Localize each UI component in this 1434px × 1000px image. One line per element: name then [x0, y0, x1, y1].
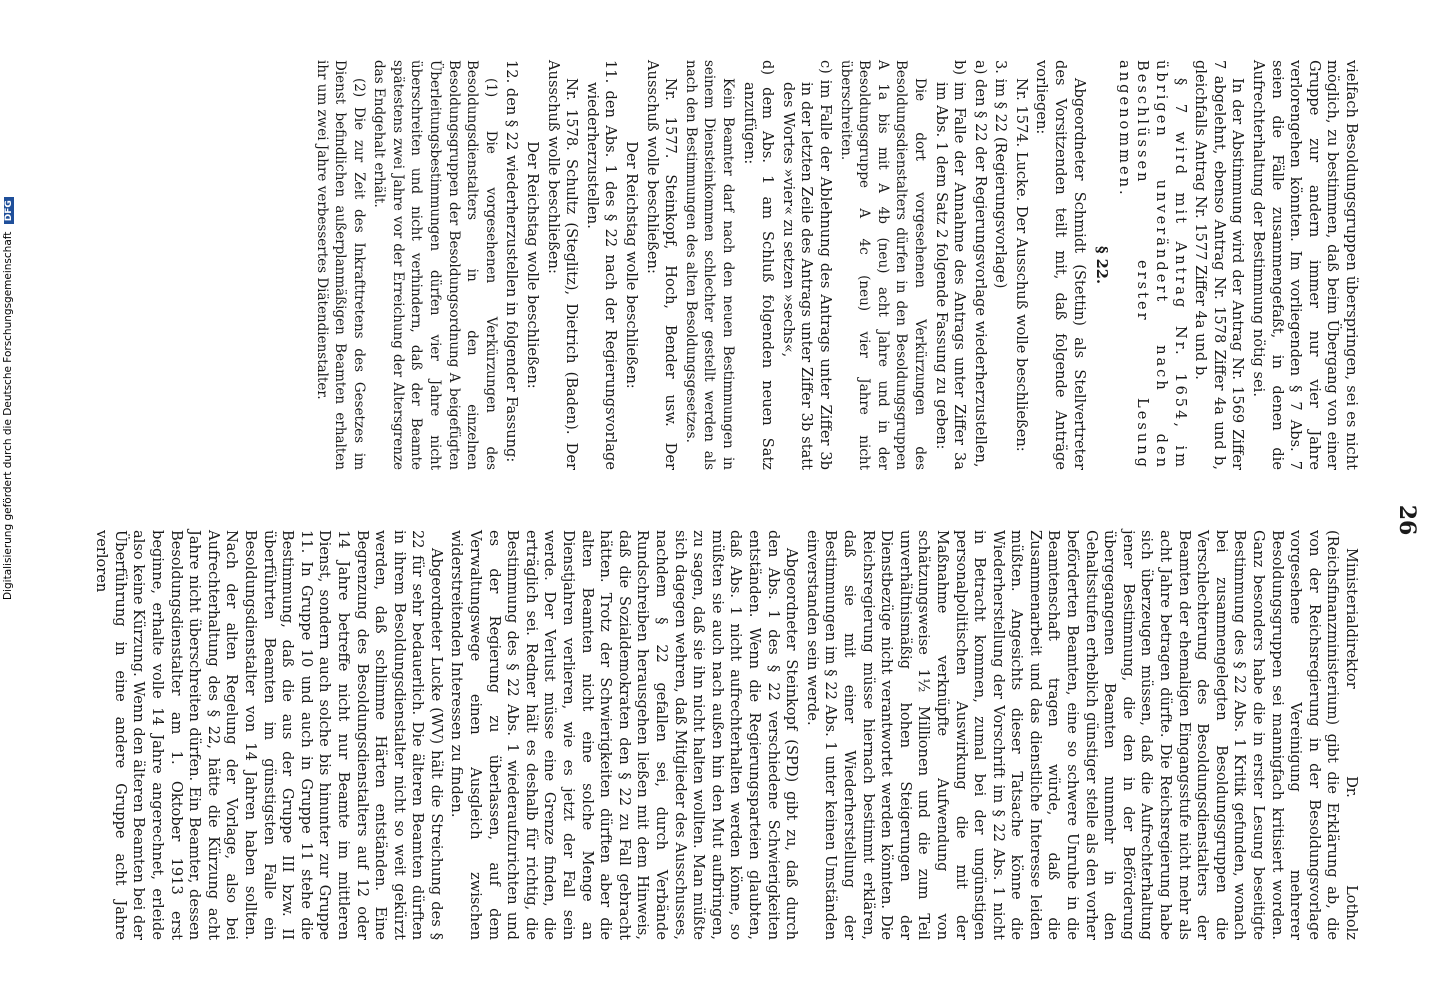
left-column: [310, 60, 1360, 470]
left-column-paragraph: Nr. 1574. Lucke. Der Ausschuß wolle beschließen:: [1012, 78, 1030, 452]
left-column-paragraph: 3. im § 22 (Regierungsvorlage): [992, 60, 1010, 289]
left-column-paragraph: b) im Falle der Annahme des Antrags unter Ziffer 3a im Abs. 1 dem Satz 2 folgende Fassung zu geben:: [932, 60, 969, 470]
right-column-paragraph: Abgeordneter Steinkopf (SPD) gibt zu, daß durch den Abs. 1 des § 22 verschiedene Schwierigkeiten entständen. Wenn die Regierungsparteien glaubten, daß Abs. 1 nicht aufrechterhalten werden könne, so müßten sie auch nach außen hin den Mut aufbringen, zu sagen, daß sie ihn nicht halten wollten. Man müßte sich dagegen wehren, daß Mitglieder des Ausschusses, nachdem § 22 gefallen sei, durch Verbände Rundschreiben herausgehen ließen mit dem Hinweis, daß die Sozialdemokraten den § 22 zu Fall gebracht hätten. Trotz der Schwierigkeiten dürften aber die alten Beamten nicht eine solche Menge an Dienstjahren verlieren, wie es jetzt der Fall sein werde. Der Verlust müsse eine Grenze finden, die erträglich sei. Redner hält es deshalb für richtig, die Bestimmung des § 22 Abs. 1 wiederaufzurichten und es der Regierung zu überlassen, auf dem Verwaltungswege einen Ausgleich zwischen widerstreitenden Interessen zu finden.: [448, 530, 801, 940]
dfg-logo: DFG: [4, 197, 14, 224]
right-column-paragraph: Ministerialdirektor Dr. Lotholz (Reichsfinanzministerium) gibt die Erklärung ab, die von der Reichsregierung in der Besoldungsvorlage vorgesehene Vereinigung mehrerer Besoldungsgruppen sei mannigfach kritisiert worden. Ganz besonders habe die in erster Lesung beseitigte Bestimmung des § 22 Abs. 1 Kritik gefunden, wonach bei zusammengelegten Besoldungsgruppen die Verschlechterung des Besoldungsdienstalters der Beamten der ehemaligen Eingangsstufe nicht mehr als acht Jahre betragen dürfte. Die Reichsregierung habe sich überzeugen müssen, daß die Aufrechterhaltung jener Bestimmung, die den in der Beförderung übergegangenen Beamten nunmehr in den Gehaltsstufen erheblich günstiger stelle als den vorher beförderten Beamten, eine so schwere Unruhe in die Beamtenschaft tragen würde, daß die Zusammenarbeit und das dienstliche Interesse leiden müßten. Angesichts dieser Tatsache könne die Wiederherstellung der Vorschrift im § 22 Abs. 1 nicht in Betracht kommen, zumal bei der ungünstigen personalpolitischen Auswirkung die mit der Maßnahme verknüpfte Aufwendung von schätzungsweise 1½ Millionen und die zum Teil unverhältnismäßig hohen Steigerungen der Dienstbezüge nicht verantwortet werden könnten. Die Reichsregierung müsse hiernach bestimmt erklären, daß sie mit einer Wiederherstellung der Bestimmungen im § 22 Abs. 1 unter keinen Umständen einverstanden sein werde.: [803, 530, 1360, 940]
left-column-paragraph: Die dort vorgesehenen Verkürzungen des Besoldungsdienstalters dürfen in den Besoldungsgruppen A 1a bis mit A 4b (neu) acht Jahre und in der Besoldungsgruppe A 4c (neu) vier Jahre nicht überschreiten.: [837, 60, 928, 470]
left-column-paragraph: Nr. 1578. Schultz (Steglitz), Dietrich (Baden). Der Ausschuß wolle beschließen:: [544, 60, 581, 470]
credit-text: Digitalisierung gefördert durch die Deutsche Forschungsgemeinschaft: [2, 231, 14, 600]
left-column-paragraph: Der Reichstag wolle beschließen:: [524, 141, 542, 389]
left-column-paragraph: 11. den Abs. 1 des § 22 nach der Regierungsvorlage wiederherzustellen.: [583, 60, 620, 470]
left-column-paragraph: Abgeordneter Schmidt (Stettin) als Stellvertreter des Vorsitzenden teilt mit, daß folgende Anträge vorliegen:: [1033, 60, 1088, 470]
left-column-paragraph: (2) Die zur Zeit des Inkrafttretens des Gesetzes im Dienst befindlichen außerplanmäßigen Beamten erhalten ihr um zwei Jahre verbessertes Diätendienstalter.: [313, 60, 367, 470]
page-number: 26: [1394, 504, 1420, 536]
left-column-paragraph: vielfach Besoldungsgruppen überspringen, sei es nicht möglich, zu bestimmen, daß beim Übergang von einer Gruppe zur andern immer nur vier Jahre verlorengehen könnten. Im vorliegenden § 7 Abs. 7 seien die Fälle zusammengefaßt, in denen die Aufrechterhaltung der Bestimmung nötig sei.: [1250, 60, 1360, 470]
left-column-paragraph: d) dem Abs. 1 am Schluß folgenden neuen Satz anzufügen:: [740, 60, 777, 470]
left-column-section-heading: § 22.: [1093, 245, 1111, 285]
left-column-paragraph: a) den § 22 der Regierungsvorlage wiederherzustellen,: [971, 60, 989, 468]
left-column-paragraph: Kein Beamter darf nach den neuen Bestimmungen in seinem Diensteinkommen schlechter gestellt werden als nach den Bestimmungen des alten Besoldungsgesetzes.: [682, 60, 736, 470]
left-column-paragraph: c) im Falle der Ablehnung des Antrags unter Ziffer 3b in der letzten Zeile des Antrags unter Ziffer 3b statt des Wortes »vier« zu setzen »sechs«,: [779, 60, 834, 470]
right-column: [90, 530, 1360, 940]
right-column-paragraph: Abgeordneter Lucke (WV) hält die Streichung des § 22 für sehr bedauerlich. Die älteren Beamten dürften in ihrem Besoldungsdienstalter nicht so weit gekürzt werden, daß schlimme Härten entständen. Eine Begrenzung des Besoldungsdienstalters auf 12 oder 14 Jahre betreffe nicht nur Beamte im mittleren Dienst, sondern auch solche bis hinunter zur Gruppe 11. In Gruppe 10 und auch in Gruppe 11 stehe die Bestimmung, daß die aus der Gruppe III bzw. II überführten Beamten im günstigsten Falle ein Besoldungsdienstalter von 14 Jahren haben sollten. Nach der alten Regelung der Vorlage, also bei Aufrechterhaltung des § 22, hätte die Kürzung acht Jahre nicht überschreiten dürfen. Ein Beamter, dessen Besoldungsdienstalter am 1. Oktober 1913 erst beginne, erhalte volle 14 Jahre angerechnet, erleide also keine Kürzung. Wenn den älteren Beamten bei der Überführung in eine andere Gruppe acht Jahre verloren: [93, 530, 445, 940]
left-column-paragraph: In der Abstimmung wird der Antrag Nr. 1569 Ziffer 7 abgelehnt, ebenso Antrag Nr. 1578 Ziffer 4a und b, gleichfalls Antrag Nr. 1577 Ziffer 4a und b.: [1192, 60, 1247, 470]
left-column-paragraph: Der Reichstag wolle beschließen:: [623, 141, 641, 389]
left-column-paragraph: 12. den § 22 wiederherzustellen in folgender Fassung:: [503, 60, 521, 463]
left-column-paragraph: § 7 wird mit Antrag Nr. 1654, im übrigen unverändert nach den Beschlüssen erster Lesung angenommen.: [1115, 60, 1189, 470]
digitization-credit: [2, 200, 18, 600]
left-column-paragraph: (1) Die vorgesehenen Verkürzungen des Besoldungsdienstalters in den einzelnen Besoldungsgruppen der Besoldungsordnung A beigefügten Überleitungsbestimmungen dürfen vier Jahre nicht überschreiten und nicht verhindern, daß der Beamte spätestens zwei Jahre vor der Erreichung der Altersgrenze das Endgehalt erhält.: [371, 60, 499, 470]
left-column-paragraph: Nr. 1577. Steinkopf, Hoch, Bender usw. Der Ausschuß wolle beschließen:: [643, 60, 680, 470]
document-page: [93, 60, 1420, 940]
